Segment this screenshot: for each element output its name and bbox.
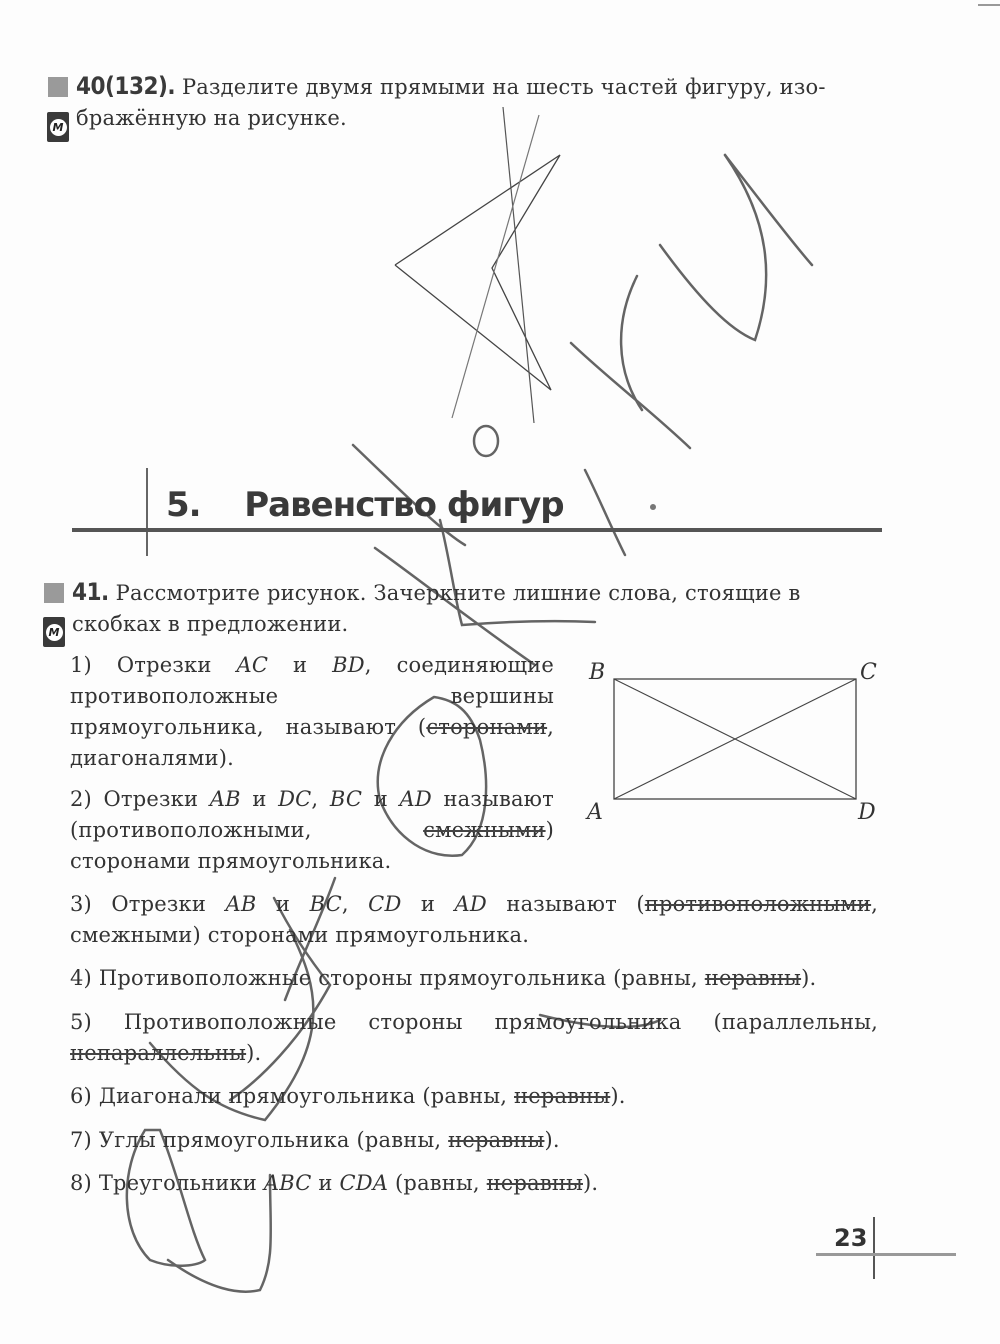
statement-7: 7) Углы прямоугольника (равны, неравны). bbox=[70, 1128, 560, 1152]
task-text: Разделите двумя прямыми на шесть частей фигуру, изо- bbox=[181, 75, 826, 99]
struck-word: неравны bbox=[486, 1171, 583, 1195]
statement-2: 2) Отрезки AB и DC, BC и AD называют (противоположными, смежными) сторонами прямоугольника. bbox=[70, 787, 554, 873]
section-underline bbox=[72, 528, 882, 532]
task-number: 40(132). bbox=[76, 72, 176, 100]
struck-word: неравны bbox=[514, 1084, 611, 1108]
struck-word: неравны bbox=[448, 1128, 545, 1152]
statement-5: 5) Противоположные стороны прямоугольника (параллельны, непараллельны). bbox=[70, 1010, 878, 1065]
vertex-label-d: D bbox=[858, 800, 876, 825]
page-number-vertical-rule bbox=[873, 1217, 875, 1279]
task-text-line2: бражённую на рисунке. bbox=[76, 106, 347, 130]
task-number: 41. bbox=[72, 578, 109, 606]
statement-8: 8) Треугольники ABC и CDA (равны, неравны). bbox=[70, 1171, 599, 1195]
section-number: 5. bbox=[166, 485, 201, 525]
statement-4: 4) Противоположные стороны прямоугольника (равны, неравны). bbox=[70, 966, 817, 990]
section-title: Равенство фигур bbox=[244, 485, 564, 525]
struck-word: смежными bbox=[423, 818, 546, 842]
vertex-label-b: B bbox=[589, 660, 606, 685]
m-badge-icon: М bbox=[43, 617, 65, 647]
statement-3: 3) Отрезки AB и BC, CD и AD называют (противоположными, смежными) сторонами прямоугольника. bbox=[70, 892, 878, 947]
task-text: Рассмотрите рисунок. Зачеркните лишние слова, стоящие в bbox=[115, 581, 801, 605]
struck-word: противоположными bbox=[644, 892, 872, 916]
vertex-label-c: C bbox=[860, 660, 877, 685]
task-41 bbox=[72, 578, 882, 640]
section-heading bbox=[166, 485, 564, 525]
section-vertical-rule bbox=[146, 468, 148, 556]
struck-word: непараллельны bbox=[70, 1041, 247, 1065]
statement-1: 1) Отрезки AC и BD, соединяющие противоположные вершины прямоугольника, называют (сторонами, диагоналями). bbox=[70, 653, 554, 770]
page-number: 23 bbox=[834, 1224, 868, 1252]
task-text-line2: скобках в предложении. bbox=[72, 612, 349, 636]
page-number-underline bbox=[816, 1253, 956, 1256]
struck-word: сторонами bbox=[426, 715, 548, 739]
task-marker-icon bbox=[44, 583, 64, 603]
statement-6: 6) Диагонали прямоугольника (равны, неравны). bbox=[70, 1084, 626, 1108]
rectangle-abcd-figure bbox=[580, 655, 890, 835]
struck-word: неравны bbox=[704, 966, 802, 990]
vertex-label-a: A bbox=[587, 800, 603, 825]
m-badge-icon: М bbox=[47, 112, 69, 142]
